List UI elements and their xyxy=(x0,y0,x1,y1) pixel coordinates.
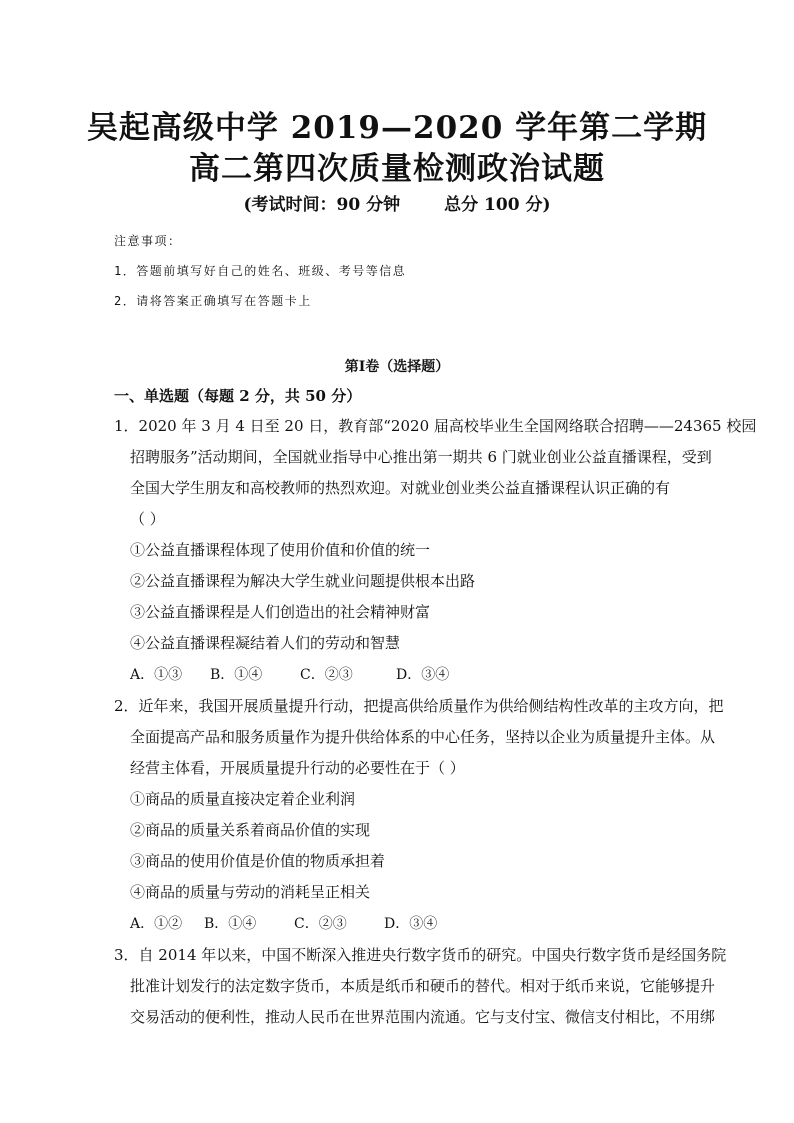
option-b: B．①④ xyxy=(210,667,263,683)
exam-time: (考试时间：90 分钟 xyxy=(243,195,401,215)
question-2-options xyxy=(130,913,437,933)
question-3-stem: 批准计划发行的法定数字货币，本质是纸币和硬币的替代。相对于纸币来说，它能够提升 xyxy=(130,977,716,995)
option-c: C．②③ xyxy=(294,916,347,932)
question-1-stem: 1．2020 年 3 月 4 日至 20 日，教育部“2020 届高校毕业生全国网络联合招聘——24365 校园 xyxy=(114,417,757,435)
exam-title-line1: 吴起高级中学 2019—2020 学年第二学期 xyxy=(86,110,708,146)
part-title: 一、单选题（每题 2 分，共 50 分） xyxy=(114,387,362,405)
statement: ②公益直播课程为解决大学生就业问题提供根本出路 xyxy=(130,572,476,590)
question-2-stem: 2．近年来，我国开展质量提升行动，把提高供给质量作为供给侧结构性改革的主攻方向，把 xyxy=(114,697,724,715)
question-2-stem: 经营主体看，开展质量提升行动的必要性在于（ ） xyxy=(130,759,465,777)
statement: ③商品的使用价值是价值的物质承担着 xyxy=(130,852,386,870)
total-score: 总分 100 分) xyxy=(444,195,551,215)
question-3-stem: 3．自 2014 年以来，中国不断深入推进央行数字货币的研究。中国央行数字货币是经国务院 xyxy=(114,946,727,964)
statement: ①公益直播课程体现了使用价值和价值的统一 xyxy=(130,541,431,559)
statement: ①商品的质量直接决定着企业利润 xyxy=(130,790,356,808)
statement: ②商品的质量关系着商品价值的实现 xyxy=(130,821,371,839)
question-1-stem: 招聘服务”活动期间，全国就业指导中心推出第一期共 6 门就业创业公益直播课程，受到 xyxy=(130,448,712,466)
option-a: A．①② xyxy=(130,916,183,932)
statement: ④公益直播课程凝结着人们的劳动和智慧 xyxy=(130,634,401,652)
answer-blank: （ ） xyxy=(130,510,165,528)
question-1-stem: 全国大学生朋友和高校教师的热烈欢迎。对就业创业类公益直播课程认识正确的有 xyxy=(130,479,671,497)
option-d: D．③④ xyxy=(396,667,450,683)
question-2-stem: 全面提高产品和服务质量作为提升供给体系的中心任务，坚持以企业为质量提升主体。从 xyxy=(130,728,716,746)
statement: ④商品的质量与劳动的消耗呈正相关 xyxy=(130,883,371,901)
exam-title-line2: 高二第四次质量检测政治试题 xyxy=(189,151,605,187)
note-item: 1．答题前填写好自己的姓名、班级、考号等信息 xyxy=(114,264,407,278)
question-1-options xyxy=(130,664,449,684)
option-b: B．①④ xyxy=(204,916,257,932)
question-3-stem: 交易活动的便利性，推动人民币在世界范围内流通。它与支付宝、微信支付相比，不用绑 xyxy=(130,1008,716,1026)
option-c: C．②③ xyxy=(300,667,353,683)
notes-heading: 注意事项： xyxy=(114,234,182,248)
note-item: 2．请将答案正确填写在答题卡上 xyxy=(114,294,312,308)
option-d: D．③④ xyxy=(384,916,438,932)
exam-meta xyxy=(0,190,794,215)
option-a: A．①③ xyxy=(130,667,183,683)
section-title: 第I卷（选择题） xyxy=(344,359,450,375)
statement: ③公益直播课程是人们创造出的社会精神财富 xyxy=(130,603,431,621)
